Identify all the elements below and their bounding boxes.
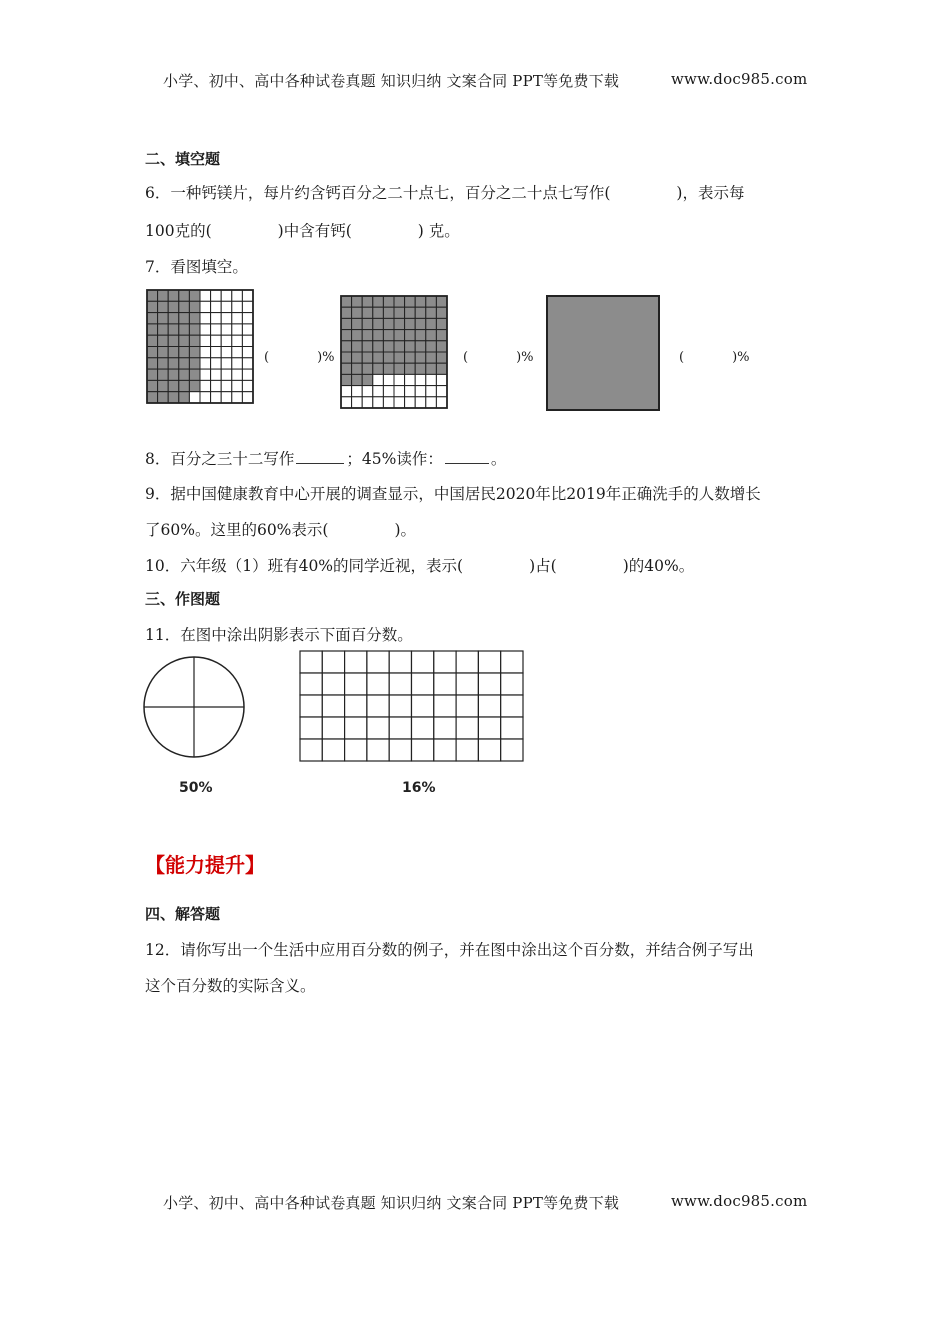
- grid-cell: [189, 335, 200, 346]
- grid-cell: [211, 358, 222, 369]
- grid-cell[interactable]: [478, 695, 500, 717]
- grid-cell: [168, 380, 179, 391]
- grid-cell: [232, 301, 243, 312]
- grid-cell[interactable]: [501, 717, 523, 739]
- grid-cell: [232, 392, 243, 403]
- grid-cell: [242, 290, 253, 301]
- grid-cell: [405, 397, 416, 408]
- grid-cell: [179, 313, 190, 324]
- grid-cell: [341, 363, 352, 374]
- grid-cell[interactable]: [322, 651, 344, 673]
- grid-cell: [426, 397, 437, 408]
- section-title-answer: 四、解答题: [145, 905, 221, 923]
- question-9-line-2: 了60%。这里的60%表示( )。: [145, 521, 417, 539]
- grid-cell: [189, 290, 200, 301]
- grid-cell: [394, 374, 405, 385]
- grid-cell: [426, 330, 437, 341]
- header-site: www.doc985.com: [671, 70, 808, 88]
- grid-cell: [436, 374, 447, 385]
- grid-cell[interactable]: [501, 695, 523, 717]
- grid-cell: [189, 369, 200, 380]
- grid-cell[interactable]: [367, 673, 389, 695]
- grid-cell[interactable]: [300, 651, 322, 673]
- grid-cell: [158, 324, 169, 335]
- circle-quarters-figure[interactable]: [143, 656, 245, 758]
- grid-cell[interactable]: [434, 717, 456, 739]
- grid-cell[interactable]: [367, 651, 389, 673]
- grid-cell: [168, 369, 179, 380]
- grid-cell: [394, 330, 405, 341]
- grid-cell: [179, 358, 190, 369]
- grid-cell: [426, 386, 437, 397]
- grid-cell: [211, 313, 222, 324]
- grid-cell: [426, 318, 437, 329]
- grid-cell: [242, 380, 253, 391]
- grid-cell[interactable]: [501, 739, 523, 761]
- grid-cell[interactable]: [367, 717, 389, 739]
- grid-cell: [394, 397, 405, 408]
- grid-cell: [426, 341, 437, 352]
- grid-cell: [426, 374, 437, 385]
- grid-cell: [352, 363, 363, 374]
- grid-cell[interactable]: [456, 651, 478, 673]
- grid-cell: [232, 290, 243, 301]
- grid-cell: [415, 352, 426, 363]
- grid-cell: [415, 307, 426, 318]
- grid-cell: [405, 330, 416, 341]
- grid-cell: [242, 347, 253, 358]
- grid-cell: [405, 363, 416, 374]
- grid-cell: [341, 341, 352, 352]
- grid-cell: [352, 318, 363, 329]
- question-10: 10．六年级（1）班有40%的同学近视，表示( )占( )的40%。: [145, 557, 695, 575]
- grid-cell[interactable]: [434, 673, 456, 695]
- grid-cell: [426, 363, 437, 374]
- question-8: 8．百分之三十二写作 ；45%读作： 。: [145, 450, 507, 468]
- grid-cell: [405, 341, 416, 352]
- full-square-figure: [546, 295, 661, 411]
- grid-cell: [415, 363, 426, 374]
- grid-cell: [405, 352, 416, 363]
- grid-cell: [242, 313, 253, 324]
- grid-cell: [383, 330, 394, 341]
- figure-2-answer: ( )%: [463, 350, 534, 365]
- grid-cell: [373, 330, 384, 341]
- grid-cell: [200, 369, 211, 380]
- grid-cell: [168, 313, 179, 324]
- grid-cell: [158, 301, 169, 312]
- grid-cell: [405, 374, 416, 385]
- grid-cell: [415, 397, 426, 408]
- footer-site: www.doc985.com: [671, 1192, 808, 1210]
- grid-cell: [168, 392, 179, 403]
- grid-cell: [426, 307, 437, 318]
- grid-cell: [168, 335, 179, 346]
- grid-cell: [232, 380, 243, 391]
- grid-cell: [352, 296, 363, 307]
- grid-cell: [362, 352, 373, 363]
- grid-cell[interactable]: [345, 651, 367, 673]
- answer-underline[interactable]: [445, 451, 489, 464]
- grid-cell: [415, 386, 426, 397]
- grid-cell: [200, 392, 211, 403]
- question-9-line-1: 9．据中国健康教育中心开展的调查显示，中国居民2020年比2019年正确洗手的人数增长: [145, 485, 761, 503]
- grid-cell: [373, 374, 384, 385]
- grid-cell[interactable]: [345, 673, 367, 695]
- grid-cell: [168, 347, 179, 358]
- grid-cell: [189, 347, 200, 358]
- grid-cell: [373, 341, 384, 352]
- grid-cell[interactable]: [300, 717, 322, 739]
- grid-cell: [232, 347, 243, 358]
- grid-cell: [158, 290, 169, 301]
- grid-cell: [232, 358, 243, 369]
- grid-cell: [147, 369, 158, 380]
- grid-cell: [383, 374, 394, 385]
- grid-cell[interactable]: [434, 695, 456, 717]
- grid-cell[interactable]: [322, 695, 344, 717]
- circle-percent-label: 50%: [179, 780, 213, 796]
- grid-cell: [221, 369, 232, 380]
- grid-cell: [341, 318, 352, 329]
- grid-cell: [352, 374, 363, 385]
- grid-cell: [211, 392, 222, 403]
- grid-cell: [158, 313, 169, 324]
- grid-cell[interactable]: [322, 717, 344, 739]
- grid-cell: [341, 397, 352, 408]
- grid-cell: [362, 307, 373, 318]
- section-title-fill-blank: 二、填空题: [145, 150, 221, 168]
- grid-cell: [221, 313, 232, 324]
- page-header: [163, 70, 808, 91]
- grid-cell[interactable]: [300, 673, 322, 695]
- question-6-line-2: 100克的( )中含有钙( ) 克。: [145, 222, 460, 240]
- grid-cell: [436, 352, 447, 363]
- grid-cell: [373, 363, 384, 374]
- drawing-grid-figure[interactable]: [300, 651, 524, 762]
- grid-cell: [394, 318, 405, 329]
- grid-cell: [405, 307, 416, 318]
- footer-text: 小学、初中、高中各种试卷真题 知识归纳 文案合同 PPT等免费下载: [163, 1194, 620, 1212]
- grid-cell: [168, 324, 179, 335]
- grid-cell: [362, 374, 373, 385]
- grid-cell[interactable]: [300, 695, 322, 717]
- grid-cell: [189, 380, 200, 391]
- grid-cell: [405, 318, 416, 329]
- grid-cell: [147, 358, 158, 369]
- grid-cell[interactable]: [389, 673, 411, 695]
- grid-cell: [158, 369, 169, 380]
- grid-cell: [179, 324, 190, 335]
- grid-cell: [341, 352, 352, 363]
- grid-cell[interactable]: [389, 717, 411, 739]
- grid-cell: [341, 307, 352, 318]
- grid-cell: [415, 330, 426, 341]
- grid-cell: [362, 318, 373, 329]
- grid-cell[interactable]: [501, 651, 523, 673]
- grid-cell: [158, 380, 169, 391]
- question-12-line-1: 12．请你写出一个生活中应用百分数的例子，并在图中涂出这个百分数，并结合例子写出: [145, 941, 754, 959]
- grid-cell: [221, 380, 232, 391]
- grid-cell: [221, 392, 232, 403]
- grid-cell: [352, 330, 363, 341]
- hundred-grid-figure-2: [341, 296, 449, 410]
- grid-cell: [373, 296, 384, 307]
- grid-cell: [394, 296, 405, 307]
- grid-cell[interactable]: [456, 717, 478, 739]
- grid-cell: [426, 296, 437, 307]
- grid-cell: [147, 392, 158, 403]
- grid-cell: [158, 392, 169, 403]
- grid-cell: [158, 347, 169, 358]
- grid-cell: [242, 358, 253, 369]
- grid-cell: [211, 369, 222, 380]
- grid-cell[interactable]: [478, 739, 500, 761]
- grid-cell: [179, 392, 190, 403]
- grid-cell: [200, 290, 211, 301]
- grid-cell: [179, 369, 190, 380]
- grid-cell: [362, 397, 373, 408]
- grid-cell[interactable]: [367, 695, 389, 717]
- grid-cell: [179, 301, 190, 312]
- hundred-grid-figure-1: [147, 290, 255, 405]
- grid-cell: [383, 296, 394, 307]
- grid-cell[interactable]: [389, 695, 411, 717]
- grid-cell: [415, 318, 426, 329]
- grid-cell: [373, 318, 384, 329]
- grid-cell: [200, 380, 211, 391]
- grid-cell[interactable]: [412, 673, 434, 695]
- grid-cell: [383, 307, 394, 318]
- grid-cell: [242, 301, 253, 312]
- grid-cell: [436, 318, 447, 329]
- shaded-square: [547, 296, 659, 410]
- grid-cell: [436, 386, 447, 397]
- grid-cell: [394, 363, 405, 374]
- grid-cell[interactable]: [412, 695, 434, 717]
- grid-cell: [362, 386, 373, 397]
- grid-cell[interactable]: [389, 651, 411, 673]
- grid-cell: [383, 363, 394, 374]
- grid-cell: [221, 335, 232, 346]
- grid-cell: [362, 341, 373, 352]
- grid-cell: [179, 335, 190, 346]
- grid-cell: [189, 358, 200, 369]
- grid-cell: [436, 330, 447, 341]
- grid-cell: [232, 324, 243, 335]
- grid-cell: [221, 358, 232, 369]
- grid-cell: [352, 397, 363, 408]
- grid-cell: [373, 386, 384, 397]
- grid-percent-label: 16%: [402, 780, 436, 796]
- grid-cell[interactable]: [389, 739, 411, 761]
- grid-cell: [200, 358, 211, 369]
- grid-cell: [147, 347, 158, 358]
- grid-cell[interactable]: [456, 739, 478, 761]
- question-6-line-1: 6．一种钙镁片，每片约含钙百分之二十点七，百分之二十点七写作( )，表示每: [145, 184, 745, 202]
- grid-cell: [200, 301, 211, 312]
- header-text: 小学、初中、高中各种试卷真题 知识归纳 文案合同 PPT等免费下载: [163, 72, 620, 90]
- grid-cell: [200, 335, 211, 346]
- grid-cell: [373, 397, 384, 408]
- grid-cell: [394, 307, 405, 318]
- grid-cell: [168, 290, 179, 301]
- grid-cell: [221, 347, 232, 358]
- grid-cell: [232, 369, 243, 380]
- grid-cell: [211, 324, 222, 335]
- grid-cell[interactable]: [456, 673, 478, 695]
- ability-heading: 【能力提升】: [145, 853, 265, 877]
- grid-cell: [211, 301, 222, 312]
- grid-cell: [189, 301, 200, 312]
- grid-cell: [383, 386, 394, 397]
- grid-cell: [394, 352, 405, 363]
- grid-cell: [211, 290, 222, 301]
- grid-cell: [352, 386, 363, 397]
- grid-cell[interactable]: [412, 717, 434, 739]
- grid-cell: [352, 307, 363, 318]
- grid-cell[interactable]: [478, 651, 500, 673]
- grid-cell: [415, 374, 426, 385]
- grid-cell[interactable]: [434, 651, 456, 673]
- grid-cell[interactable]: [322, 739, 344, 761]
- grid-cell: [221, 324, 232, 335]
- grid-cell: [405, 386, 416, 397]
- grid-cell: [221, 301, 232, 312]
- grid-cell: [168, 358, 179, 369]
- grid-cell: [405, 296, 416, 307]
- grid-cell: [341, 374, 352, 385]
- grid-cell: [147, 380, 158, 391]
- grid-cell: [211, 335, 222, 346]
- grid-cell: [200, 324, 211, 335]
- question-11: 11．在图中涂出阴影表示下面百分数。: [145, 626, 413, 644]
- grid-cell: [436, 296, 447, 307]
- grid-cell: [352, 352, 363, 363]
- grid-cell: [189, 313, 200, 324]
- section-title-drawing: 三、作图题: [145, 590, 221, 608]
- grid-cell: [436, 397, 447, 408]
- grid-cell: [383, 318, 394, 329]
- grid-cell[interactable]: [478, 673, 500, 695]
- grid-cell: [373, 352, 384, 363]
- question-7: 7．看图填空。: [145, 258, 248, 276]
- grid-cell: [383, 341, 394, 352]
- grid-cell: [242, 392, 253, 403]
- grid-cell[interactable]: [345, 717, 367, 739]
- grid-cell[interactable]: [434, 739, 456, 761]
- grid-cell[interactable]: [412, 739, 434, 761]
- grid-cell: [394, 386, 405, 397]
- grid-cell: [158, 358, 169, 369]
- question-12-line-2: 这个百分数的实际含义。: [145, 977, 316, 995]
- grid-cell: [426, 352, 437, 363]
- grid-cell: [147, 301, 158, 312]
- grid-cell: [352, 341, 363, 352]
- grid-cell: [158, 335, 169, 346]
- grid-cell: [341, 386, 352, 397]
- answer-underline[interactable]: [296, 451, 344, 464]
- grid-cell: [242, 335, 253, 346]
- grid-cell[interactable]: [322, 673, 344, 695]
- grid-cell: [211, 347, 222, 358]
- grid-cell[interactable]: [501, 673, 523, 695]
- grid-cell[interactable]: [412, 651, 434, 673]
- figure-1-answer: ( )%: [264, 350, 335, 365]
- grid-cell[interactable]: [345, 695, 367, 717]
- grid-cell: [394, 341, 405, 352]
- grid-cell: [232, 335, 243, 346]
- grid-cell[interactable]: [367, 739, 389, 761]
- grid-cell: [242, 324, 253, 335]
- grid-cell: [383, 397, 394, 408]
- grid-cell: [221, 290, 232, 301]
- grid-cell: [179, 380, 190, 391]
- grid-cell: [362, 330, 373, 341]
- grid-cell: [211, 380, 222, 391]
- grid-cell: [189, 392, 200, 403]
- grid-cell: [436, 363, 447, 374]
- page-footer: [163, 1192, 808, 1213]
- grid-cell: [147, 324, 158, 335]
- grid-cell[interactable]: [456, 695, 478, 717]
- grid-cell: [200, 313, 211, 324]
- grid-cell: [189, 324, 200, 335]
- grid-cell: [242, 369, 253, 380]
- grid-cell: [179, 290, 190, 301]
- grid-cell: [179, 347, 190, 358]
- grid-cell: [436, 307, 447, 318]
- grid-cell[interactable]: [300, 739, 322, 761]
- grid-cell: [168, 301, 179, 312]
- figure-3-answer: ( )%: [679, 350, 750, 365]
- grid-cell: [147, 290, 158, 301]
- grid-cell: [232, 313, 243, 324]
- grid-cell[interactable]: [478, 717, 500, 739]
- grid-cell: [147, 313, 158, 324]
- grid-cell: [415, 296, 426, 307]
- grid-cell: [362, 296, 373, 307]
- grid-cell[interactable]: [345, 739, 367, 761]
- grid-cell: [341, 296, 352, 307]
- grid-cell: [436, 341, 447, 352]
- grid-cell: [362, 363, 373, 374]
- grid-cell: [147, 335, 158, 346]
- grid-cell: [200, 347, 211, 358]
- grid-cell: [415, 341, 426, 352]
- grid-cell: [373, 307, 384, 318]
- grid-cell: [341, 330, 352, 341]
- grid-cell: [383, 352, 394, 363]
